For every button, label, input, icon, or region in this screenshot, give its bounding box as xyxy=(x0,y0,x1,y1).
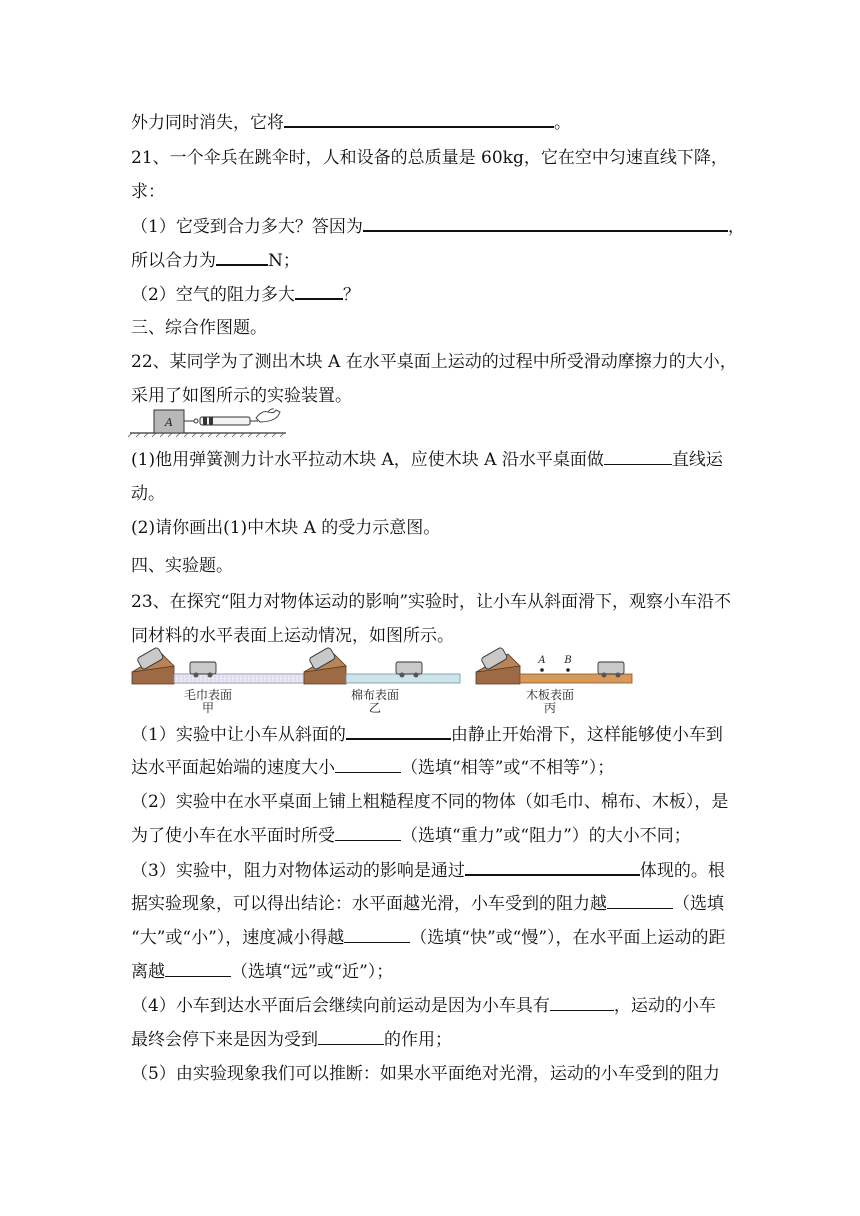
answer-blank[interactable] xyxy=(295,282,343,300)
answer-blank[interactable] xyxy=(363,214,728,232)
answer-blank[interactable] xyxy=(335,756,401,773)
question-23-part1-cont: 达水平面起始端的速度大小 （选填“相等”或“不相等”）； xyxy=(131,758,615,778)
question-23-part4-cont: 最终会停下来是因为受到 的作用； xyxy=(131,1030,452,1050)
answer-blank[interactable] xyxy=(607,892,673,909)
question-21-part1: （1）它受到合力多大？答因为 ， xyxy=(131,214,745,238)
question-23-part4: （4）小车到达水平面后会继续向前运动是因为小车具有 ，运动的小车 xyxy=(131,996,716,1016)
section-3-heading: 三、综合作图题。 xyxy=(131,318,267,338)
question-23-part2: （2）实验中在水平桌面上铺上粗糙程度不同的物体（如毛巾、棉布、木板），是 xyxy=(131,792,729,812)
answer-blank[interactable] xyxy=(318,1028,384,1045)
question-23-part3-cont3: 离越 （选填“远”或“近”）； xyxy=(131,962,394,982)
question-23-part5: （5）由实验现象我们可以推断：如果水平面绝对光滑，运动的小车受到的阻力 xyxy=(131,1064,720,1084)
answer-blank[interactable] xyxy=(550,994,614,1011)
question-21-part2: （2）空气的阻力多大 ？ xyxy=(131,282,360,306)
towel-setup xyxy=(132,647,304,684)
question-22-part1: (1)他用弹簧测力计水平拉动木块 A，应使木块 A 沿水平桌面做 直线运 xyxy=(131,450,723,470)
point-a-mark xyxy=(540,668,544,672)
spring-scale xyxy=(200,417,250,425)
question-22-part1-cont: 动。 xyxy=(131,484,165,504)
block-a-label: A xyxy=(165,416,173,429)
point-b-label: B xyxy=(564,655,572,666)
towel-label: 毛巾表面 xyxy=(183,688,232,702)
answer-blank[interactable] xyxy=(346,722,451,740)
wood-sub: 丙 xyxy=(543,701,556,715)
line-q20-end: 外力同时消失，它将 。 xyxy=(131,110,571,134)
point-b-mark xyxy=(566,668,570,672)
question-23: 23、在探究“阻力对物体运动的影响”实验时，让小车从斜面滑下，观察小车沿不 xyxy=(131,592,732,612)
cotton-setup xyxy=(304,647,460,684)
towel-sub: 甲 xyxy=(201,701,214,715)
answer-blank[interactable] xyxy=(284,110,554,128)
cotton-label: 棉布表面 xyxy=(350,688,399,702)
question-21-part1-cont: 所以合力为 N； xyxy=(131,248,300,272)
section-4-heading: 四、实验题。 xyxy=(131,556,233,576)
answer-blank[interactable] xyxy=(465,858,640,876)
spring-scale-figure xyxy=(128,404,288,438)
wood-label: 木板表面 xyxy=(525,688,574,702)
answer-blank[interactable] xyxy=(344,926,410,943)
answer-blank[interactable] xyxy=(335,824,401,841)
question-21-cont: 求： xyxy=(131,182,165,202)
cotton-sub: 乙 xyxy=(368,701,381,715)
question-23-part1: （1）实验中让小车从斜面的 由静止开始滑下，这样能够使小车到 xyxy=(131,722,723,746)
surfaces-figure xyxy=(128,646,638,688)
question-23-part3: （3）实验中，阻力对物体运动的影响是通过 体现的。根 xyxy=(131,858,725,882)
question-22: 22、某同学为了测出木块 A 在水平桌面上运动的过程中所受滑动摩擦力的大小， xyxy=(131,352,737,372)
question-21: 21、一个伞兵在跳伞时，人和设备的总质量是 60kg，它在空中匀速直线下降， xyxy=(131,148,728,168)
question-22-part2: (2)请你画出(1)中木块 A 的受力示意图。 xyxy=(131,518,441,538)
question-23-part3-cont2: “大”或“小”），速度减小得越 （选填“快”或“慢”），在水平面上运动的距 xyxy=(131,928,726,948)
question-23-part2-cont: 为了使小车在水平面时所受 （选填“重力”或“阻力”）的大小不同； xyxy=(131,826,691,846)
question-22-cont: 采用了如图所示的实验装置。 xyxy=(131,386,352,406)
point-a-label: A xyxy=(538,655,546,666)
answer-blank[interactable] xyxy=(216,248,268,266)
wood-setup xyxy=(476,647,632,684)
question-23-part3-cont1: 据实验现象，可以得出结论：水平面越光滑，小车受到的阻力越 （选填 xyxy=(131,894,724,914)
question-23-cont: 同材料的水平表面上运动情况，如图所示。 xyxy=(131,626,454,646)
answer-blank[interactable] xyxy=(165,960,231,977)
answer-blank[interactable] xyxy=(604,448,672,465)
